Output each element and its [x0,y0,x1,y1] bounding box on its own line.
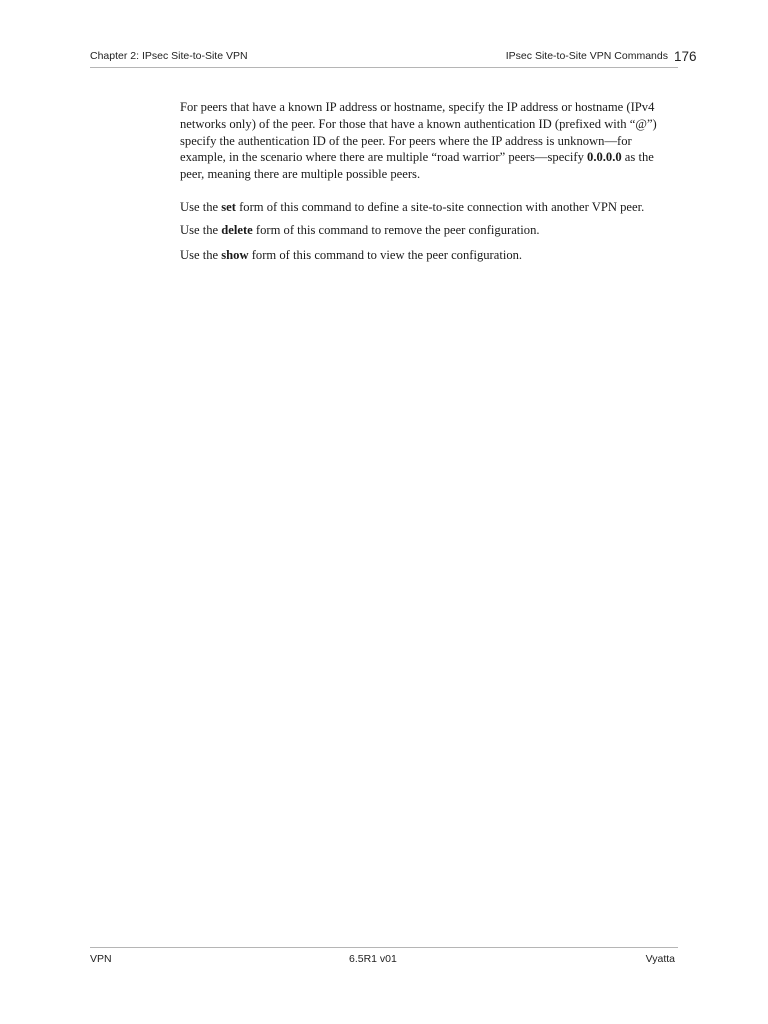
paragraph-delete-usage: Use the delete form of this command to remove the peer configuration. [180,222,540,237]
footer-version: 6.5R1 v01 [349,953,397,965]
page-footer [90,947,678,970]
keyword-set: set [221,199,236,214]
chapter-title: Chapter 2: IPsec Site-to-Site VPN [90,50,248,62]
page-number: 176 [674,49,697,64]
paragraph-show-usage: Use the show form of this command to view the peer configuration. [180,247,523,262]
footer-product: VPN [90,953,112,965]
keyword-show: show [221,247,249,262]
footer-vendor: Vyatta [645,953,675,965]
main-content [180,99,670,263]
section-title: IPsec Site-to-Site VPN Commands [505,50,668,62]
peer-wildcard-address: 0.0.0.0 [587,150,622,165]
keyword-delete: delete [221,222,253,237]
paragraph-set-usage: Use the set form of this command to define a site-to-site connection with another VPN peer. [180,199,645,214]
paragraph-peer-description: For peers that have a known IP address or hostname, specify the IP address or hostname (IPv4 networks only) of the peer. For those that have a known authentication ID (prefixed with “@”) specify the authentication ID of the peer. For peers where the IP address is unknown—for example, in the scenario where there are multiple “road warrior” peers—specify 0.0.0.0 as the peer, meaning there are multiple possible peers. [180,100,657,182]
page-header [90,48,678,68]
